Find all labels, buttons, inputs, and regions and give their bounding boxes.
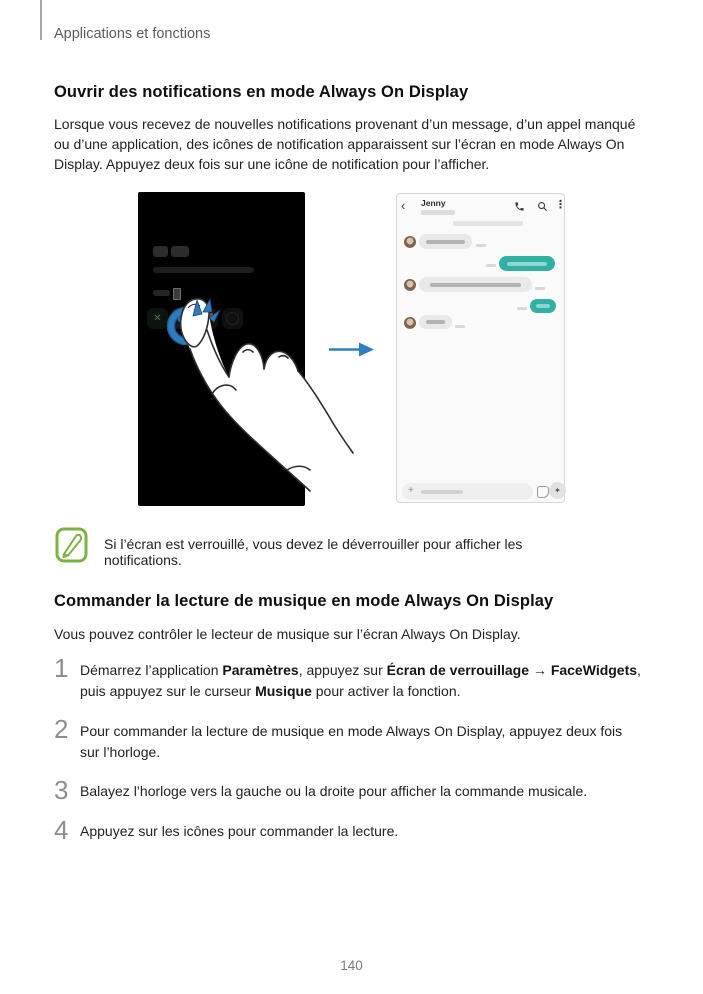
message-bubble-incoming bbox=[419, 234, 472, 249]
section-title-music: Commander la lecture de musique en mode Always On Display bbox=[54, 592, 554, 610]
contact-name: Jenny bbox=[421, 198, 446, 208]
header-rule bbox=[40, 0, 42, 40]
message-bubble-incoming bbox=[419, 315, 452, 329]
search-icon bbox=[537, 201, 548, 212]
blurred-text bbox=[430, 283, 520, 287]
note-icon bbox=[55, 527, 88, 563]
step-text: Balayez l’horloge vers la gauche ou la droite pour afficher la commande musicale. bbox=[80, 783, 588, 799]
blurred-text bbox=[507, 262, 546, 266]
message-bubble-incoming bbox=[419, 277, 532, 292]
attach-plus-icon: + bbox=[408, 485, 414, 496]
date-divider-blur bbox=[453, 221, 523, 226]
message-bubble-outgoing bbox=[499, 256, 555, 271]
step-text: Démarrez l’application Paramètres, appuyez sur Écran de verrouillage → FaceWidgets, puis appuyez sur le curseur Musique pour activer la fonction. bbox=[80, 662, 641, 699]
message-bubble-outgoing bbox=[530, 299, 556, 313]
aod-clock-blur bbox=[153, 246, 168, 257]
blurred-text bbox=[426, 320, 446, 324]
step-number: 1 bbox=[54, 653, 69, 683]
contact-number-blur bbox=[421, 210, 455, 215]
timestamp-blur bbox=[486, 264, 496, 267]
close-icon: ✕ bbox=[153, 313, 162, 324]
input-placeholder-blur bbox=[421, 490, 463, 494]
more-menu-icon: ⋮ bbox=[555, 199, 566, 211]
timestamp-blur bbox=[476, 244, 486, 247]
avatar bbox=[404, 236, 416, 248]
hand-tap-illustration bbox=[130, 295, 400, 515]
call-icon bbox=[514, 201, 525, 212]
page-number: 140 bbox=[340, 958, 363, 973]
chapter-header: Applications et fonctions bbox=[54, 26, 211, 42]
timestamp-blur bbox=[455, 325, 465, 328]
step-text: Appuyez sur les icônes pour commander la lecture. bbox=[80, 823, 399, 839]
step-number: 2 bbox=[54, 714, 69, 744]
avatar bbox=[404, 317, 416, 329]
step-text: Pour commander la lecture de musique en mode Always On Display, appuyez deux fois sur l’horloge. bbox=[80, 723, 623, 760]
section-body-notifications: Lorsque vous recevez de nouvelles notifications provenant d’un message, d’un appel manqué ou d’une application, des icônes de notification apparaissent sur l’écran en mode Always On Display. Appuyez deux fois sur une icône de notification pour l’afficher. bbox=[54, 116, 636, 172]
timestamp-blur bbox=[517, 307, 527, 310]
chat-phone-screenshot bbox=[396, 193, 565, 503]
section-intro-music: Vous pouvez contrôler le lecteur de musique sur l’écran Always On Display. bbox=[54, 626, 521, 642]
voice-button bbox=[549, 482, 566, 499]
back-chevron-icon: ‹ bbox=[401, 198, 406, 213]
aod-clock-blur bbox=[171, 246, 189, 257]
timestamp-blur bbox=[535, 287, 545, 290]
blurred-text bbox=[536, 304, 550, 308]
aod-date-blur bbox=[153, 267, 254, 273]
note-text: Si l’écran est verrouillé, vous devez le déverrouiller pour afficher les notifications. bbox=[104, 536, 523, 568]
step-number: 4 bbox=[54, 815, 69, 845]
blurred-text bbox=[426, 240, 464, 244]
sticker-icon bbox=[537, 486, 549, 498]
section-title-notifications: Ouvrir des notifications en mode Always On Display bbox=[54, 83, 469, 101]
voice-icon: ✦ bbox=[554, 486, 561, 495]
avatar bbox=[404, 279, 416, 291]
step-number: 3 bbox=[54, 775, 69, 805]
